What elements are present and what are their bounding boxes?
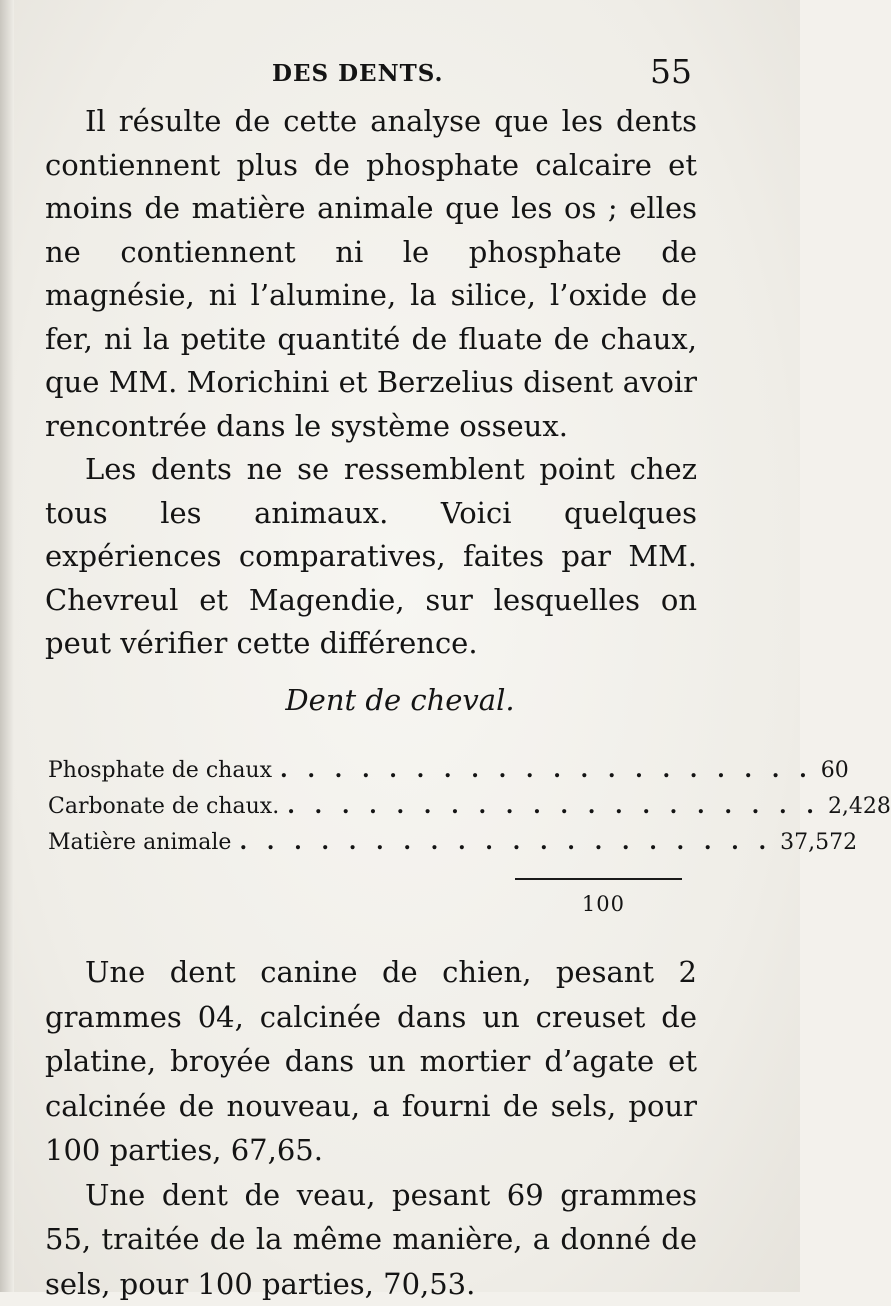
paragraph-dog-tooth-text: Une dent canine de chien, pesant 2 grammes 04, calcinée dans un creuset de platine, broyée dans un mortier d’agate et calcinée de nouveau, a fourni de sels, pour 100 parties, 67,65.	[45, 955, 697, 1167]
paragraph-analysis-text: Il résulte de cette analyse que les dents contiennent plus de phosphate calcaire et moins de matière animale que les os ; elles ne contiennent ni le phosphate de magnésie, ni l’alumine, la silice, l’oxide de fer, ni la petite quantité de fluate de chaux, que MM. Morichini et Berzelius disent avoir rencontrée dans le système osseux.	[45, 104, 697, 443]
leader-dots: . . . . . . . . . . . . . . . . . . . .	[287, 788, 820, 824]
row-value: 60	[821, 753, 849, 789]
composition-table	[48, 752, 692, 860]
paragraph-dog-tooth	[45, 950, 697, 1173]
paragraph-comparison-text: Les dents ne se ressemblent point chez tous les animaux. Voici quelques expériences comparatives, faites par MM. Chevreul et Magendie, sur lesquelles on peut vérifier cette différence.	[45, 452, 697, 660]
running-title: DES DENTS.	[272, 60, 444, 87]
body-text-bottom	[45, 950, 697, 1306]
table-total: 100	[515, 892, 625, 916]
paragraph-analysis	[45, 100, 697, 448]
row-value: 37,572	[780, 825, 857, 861]
table-row	[48, 752, 692, 788]
row-label: Matière animale	[48, 825, 231, 861]
row-label: Phosphate de chaux	[48, 753, 272, 789]
leader-dots: . . . . . . . . . . . . . . . . . . . .	[280, 752, 813, 788]
paragraph-calf-tooth	[45, 1173, 697, 1306]
table-row	[48, 824, 692, 860]
row-label: Carbonate de chaux.	[48, 789, 279, 825]
paragraph-comparison	[45, 448, 697, 666]
row-value: 2,428	[828, 789, 891, 825]
sum-rule	[515, 878, 682, 880]
body-text-top	[45, 100, 697, 666]
page-header	[0, 48, 800, 88]
leader-dots: . . . . . . . . . . . . . . . . . . . .	[239, 824, 772, 860]
table-title: Dent de cheval.	[0, 683, 800, 717]
paragraph-calf-tooth-text: Une dent de veau, pesant 69 grammes 55, traitée de la même manière, a donné de sels, pour 100 parties, 70,53.	[45, 1178, 697, 1301]
page-gutter-shadow	[0, 0, 14, 1292]
table-row	[48, 788, 692, 824]
page-number: 55	[650, 52, 692, 91]
